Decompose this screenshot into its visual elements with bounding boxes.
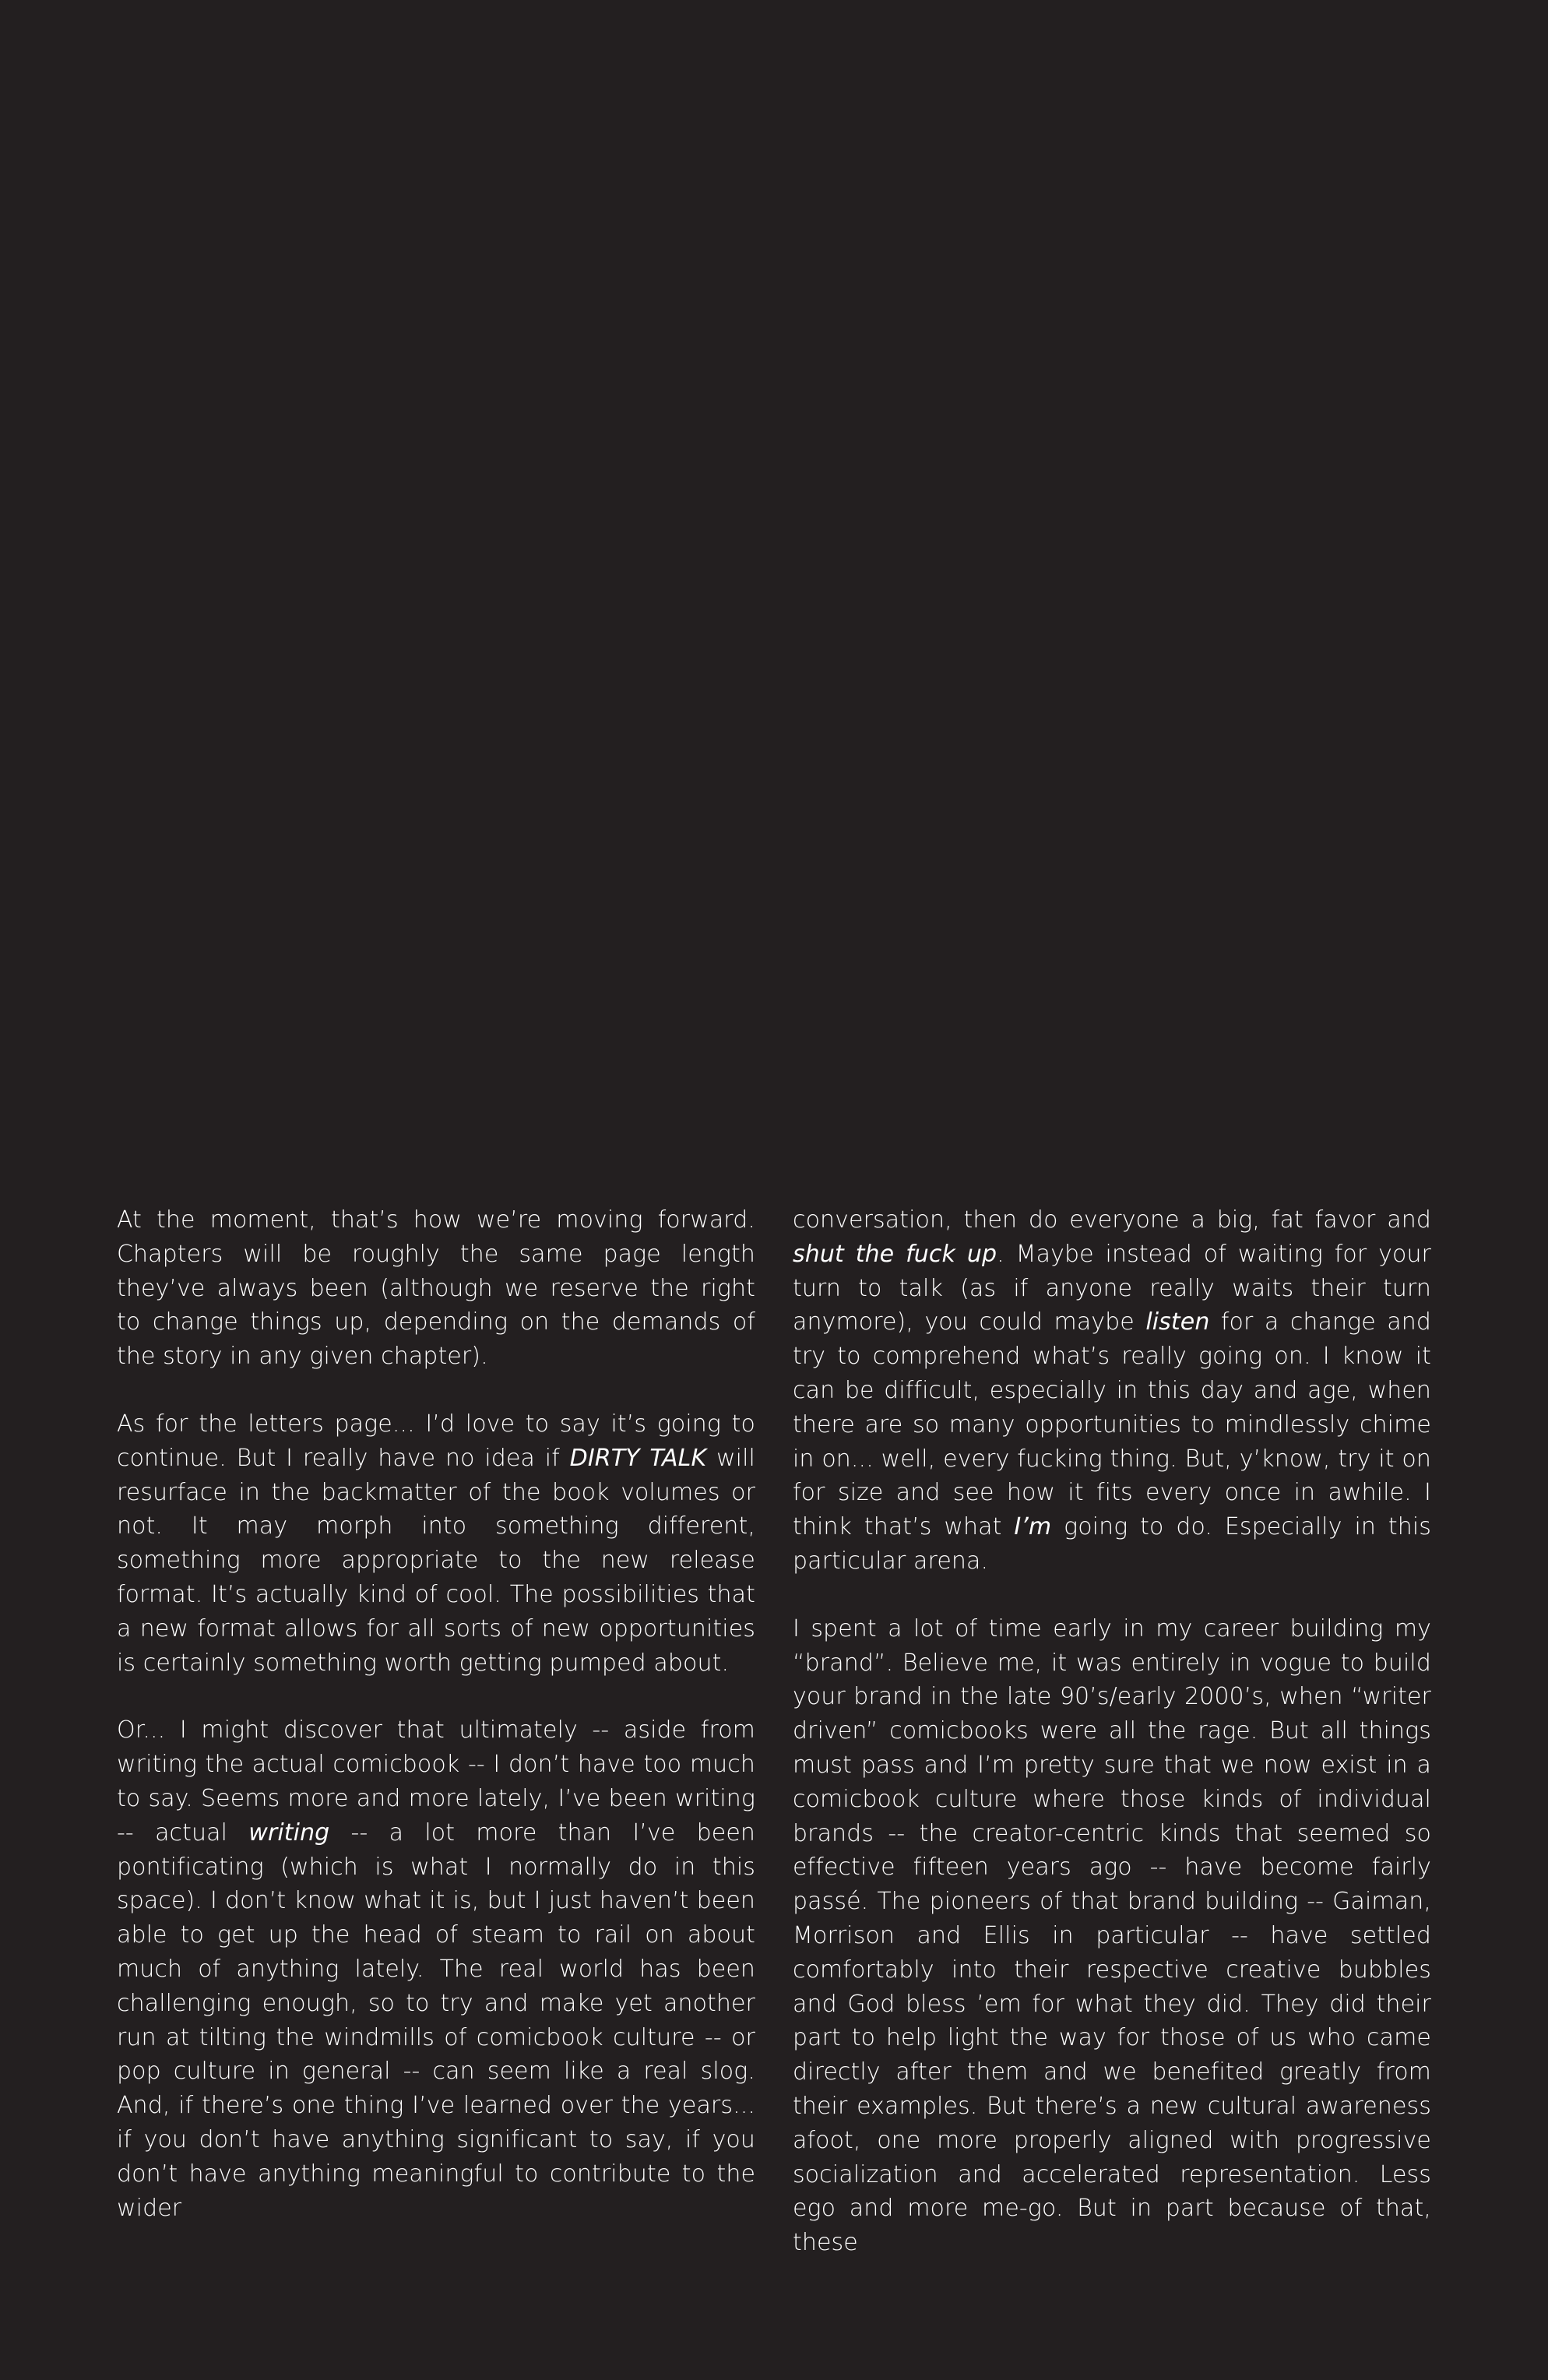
left-column: [117, 1203, 755, 2225]
italic-emphasis: I’m: [1014, 1513, 1052, 1541]
italic-title: DIRTY TALK: [569, 1444, 707, 1472]
paragraph-text: I spent a lot of time early in my career building my “brand”. Believe me, it was entirely in vogue to build your brand in the late 90’s/early 2000’s, when “writer driven” comicbooks were all the rage. But all things must pass and I’m pretty sure that we now exist in a comicbook culture where those kinds of individual brands -- the creator-centric kinds that seemed so effective fifteen years ago -- have become fairly passé. The pioneers of that brand building -- Gaiman, Morrison and Ellis in particular -- have settled comfortably into their respective creative bubbles and God bless ’em for what they did. They did their part to help light the way for those of us who came directly after them and we benefited greatly from their examples. But there’s a new cultural awareness afoot, one more properly aligned with progressive socialization and accelerated representation. Less ego and more me-go. But in part because of that, these: [793, 1614, 1431, 2257]
paragraph-text: At the moment, that’s how we’re moving forward. Chapters will be roughly the same page length they’ve always been (although we reserve the right to change things up, depending on the demands of the story in any given chapter).: [117, 1206, 755, 1371]
paragraph-text: As for the letters page... I’d love to say it’s going to continue. But I really have no idea if: [117, 1410, 755, 1472]
paragraph-text: going to do. Especially in this particular arena.: [793, 1513, 1431, 1575]
paragraph-text: will resurface in the backmatter of the book volumes or not. It may morph into something different, something more appropriate to the new release format. It’s actually kind of cool. The possibilities that a new format allows for all sorts of new opportunities is certainly something worth getting pumped about.: [117, 1444, 755, 1677]
paragraph-text: . Maybe instead of waiting for your turn to talk (as if anyone really waits their turn anymore), you could maybe: [793, 1240, 1431, 1336]
italic-emphasis: listen: [1145, 1308, 1210, 1336]
paragraph-text: conversation, then do everyone a big, fat favor and: [793, 1206, 1431, 1234]
right-column: [793, 1203, 1431, 2260]
italic-emphasis: shut the fuck up: [793, 1240, 997, 1268]
paragraph: [793, 1203, 1431, 1579]
paragraph: [117, 1713, 755, 2225]
paragraph: [117, 1407, 755, 1680]
paragraph: [117, 1203, 755, 1374]
paragraph-text: Or... I might discover that ultimately -- aside from writing the actual comicbook -- I don’t have too much to say. Seems more and more lately, I’ve been writing -- actual: [117, 1716, 755, 1847]
paragraph-text: -- a lot more than I’ve been pontificating (which is what I normally do in this space). I don’t know what it is, but I just haven’t been able to get up the head of steam to rail on about much of anything lately. The real world has been challenging enough, so to try and make yet another run at tilting the windmills of comicbook culture -- or pop culture in general -- can seem like a real slog. And, if there’s one thing I’ve learned over the years... if you don’t have anything significant to say, if you don’t have anything meaningful to contribute to the wider: [117, 1818, 755, 2222]
paragraph: [793, 1612, 1431, 2260]
italic-emphasis: writing: [248, 1818, 330, 1847]
paragraph-text: for a change and try to comprehend what’s really going on. I know it can be difficult, especially in this day and age, when there are so many opportunities to mindlessly chime in on... well, every fucking thing. But, y’know, try it on for size and see how it fits every once in awhile. I think that’s what: [793, 1308, 1431, 1541]
